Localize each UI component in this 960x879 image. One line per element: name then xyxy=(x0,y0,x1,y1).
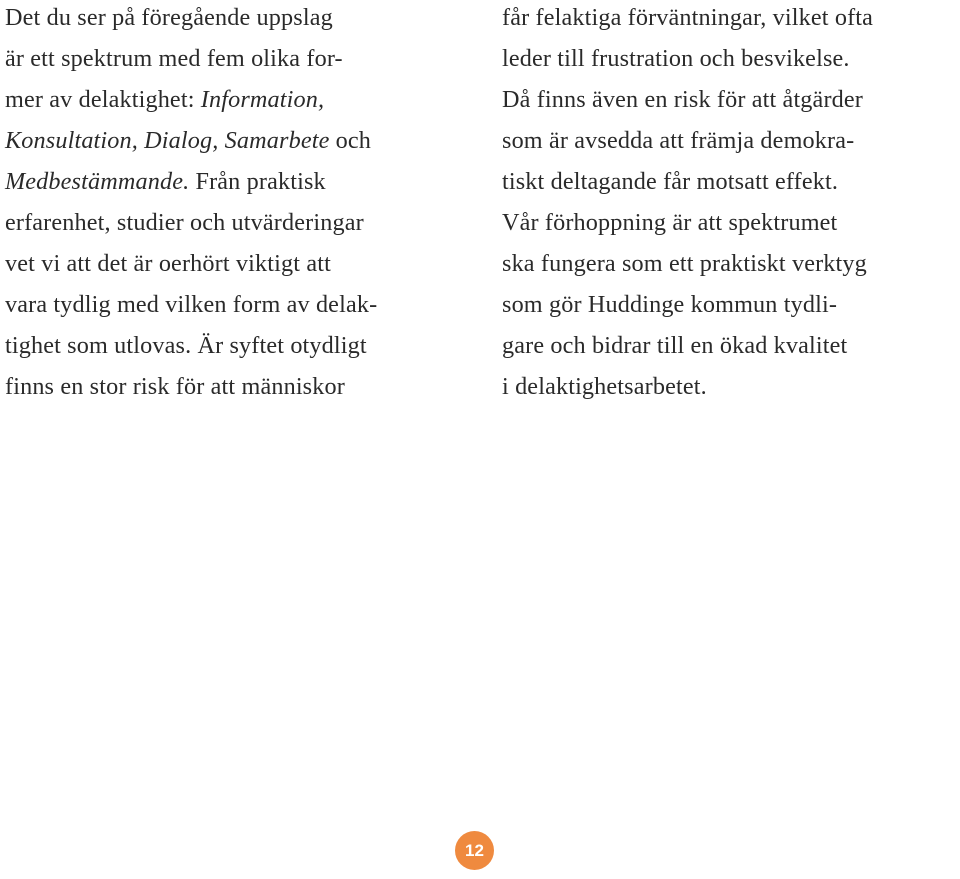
text-line xyxy=(502,161,960,202)
text-line xyxy=(5,79,475,120)
text-line xyxy=(502,202,960,243)
text-line xyxy=(5,161,475,202)
text-line xyxy=(502,284,960,325)
italic-text-segment: Information, xyxy=(200,86,325,113)
text-segment: gare och bidrar till en ökad kvalitet xyxy=(502,332,848,359)
text-segment: vara tydlig med vilken form av delak- xyxy=(5,291,378,318)
text-line xyxy=(5,284,475,325)
text-segment: i delaktighetsarbetet. xyxy=(502,373,707,400)
text-line xyxy=(5,325,475,366)
text-segment: ska fungera som ett praktiskt verktyg xyxy=(502,250,867,277)
text-line xyxy=(5,243,475,284)
text-line xyxy=(5,120,475,161)
text-segment: Från praktisk xyxy=(189,168,326,195)
text-line xyxy=(502,366,960,407)
text-line xyxy=(502,325,960,366)
text-segment: Det du ser på föregående uppslag xyxy=(5,4,333,31)
text-segment: och xyxy=(329,127,372,154)
text-line xyxy=(502,79,960,120)
text-line xyxy=(5,202,475,243)
text-line xyxy=(502,38,960,79)
text-segment: Vår förhoppning är att spektrumet xyxy=(502,209,838,236)
text-segment: som gör Huddinge kommun tydli- xyxy=(502,291,838,318)
italic-text-segment: Konsultation, Dialog, Samarbete xyxy=(5,127,330,154)
italic-text-segment: Medbestämmande. xyxy=(5,168,190,195)
text-segment: erfarenhet, studier och utvärderingar xyxy=(5,209,364,236)
text-segment: tighet som utlovas. Är syftet otydligt xyxy=(5,332,367,359)
text-segment: vet vi att det är oerhört viktigt att xyxy=(5,250,331,277)
text-segment: som är avsedda att främja demokra- xyxy=(502,127,855,154)
text-line xyxy=(5,0,475,38)
text-segment: får felaktiga förväntningar, vilket ofta xyxy=(502,4,874,31)
text-segment: tiskt deltagande får motsatt effekt. xyxy=(502,168,839,195)
text-line xyxy=(502,243,960,284)
text-segment: leder till frustration och besvikelse. xyxy=(502,45,850,72)
text-line xyxy=(5,366,475,407)
text-segment: är ett spektrum med fem olika for- xyxy=(5,45,343,72)
left-text-column xyxy=(5,0,475,407)
text-segment: mer av delaktighet: xyxy=(5,86,201,113)
text-segment: finns en stor risk för att människor xyxy=(5,373,345,400)
text-line xyxy=(502,120,960,161)
right-text-column xyxy=(502,0,960,407)
text-line xyxy=(502,0,960,38)
text-segment: Då finns även en risk för att åtgärder xyxy=(502,86,863,113)
text-line xyxy=(5,38,475,79)
page-number-badge: 12 xyxy=(455,831,494,870)
